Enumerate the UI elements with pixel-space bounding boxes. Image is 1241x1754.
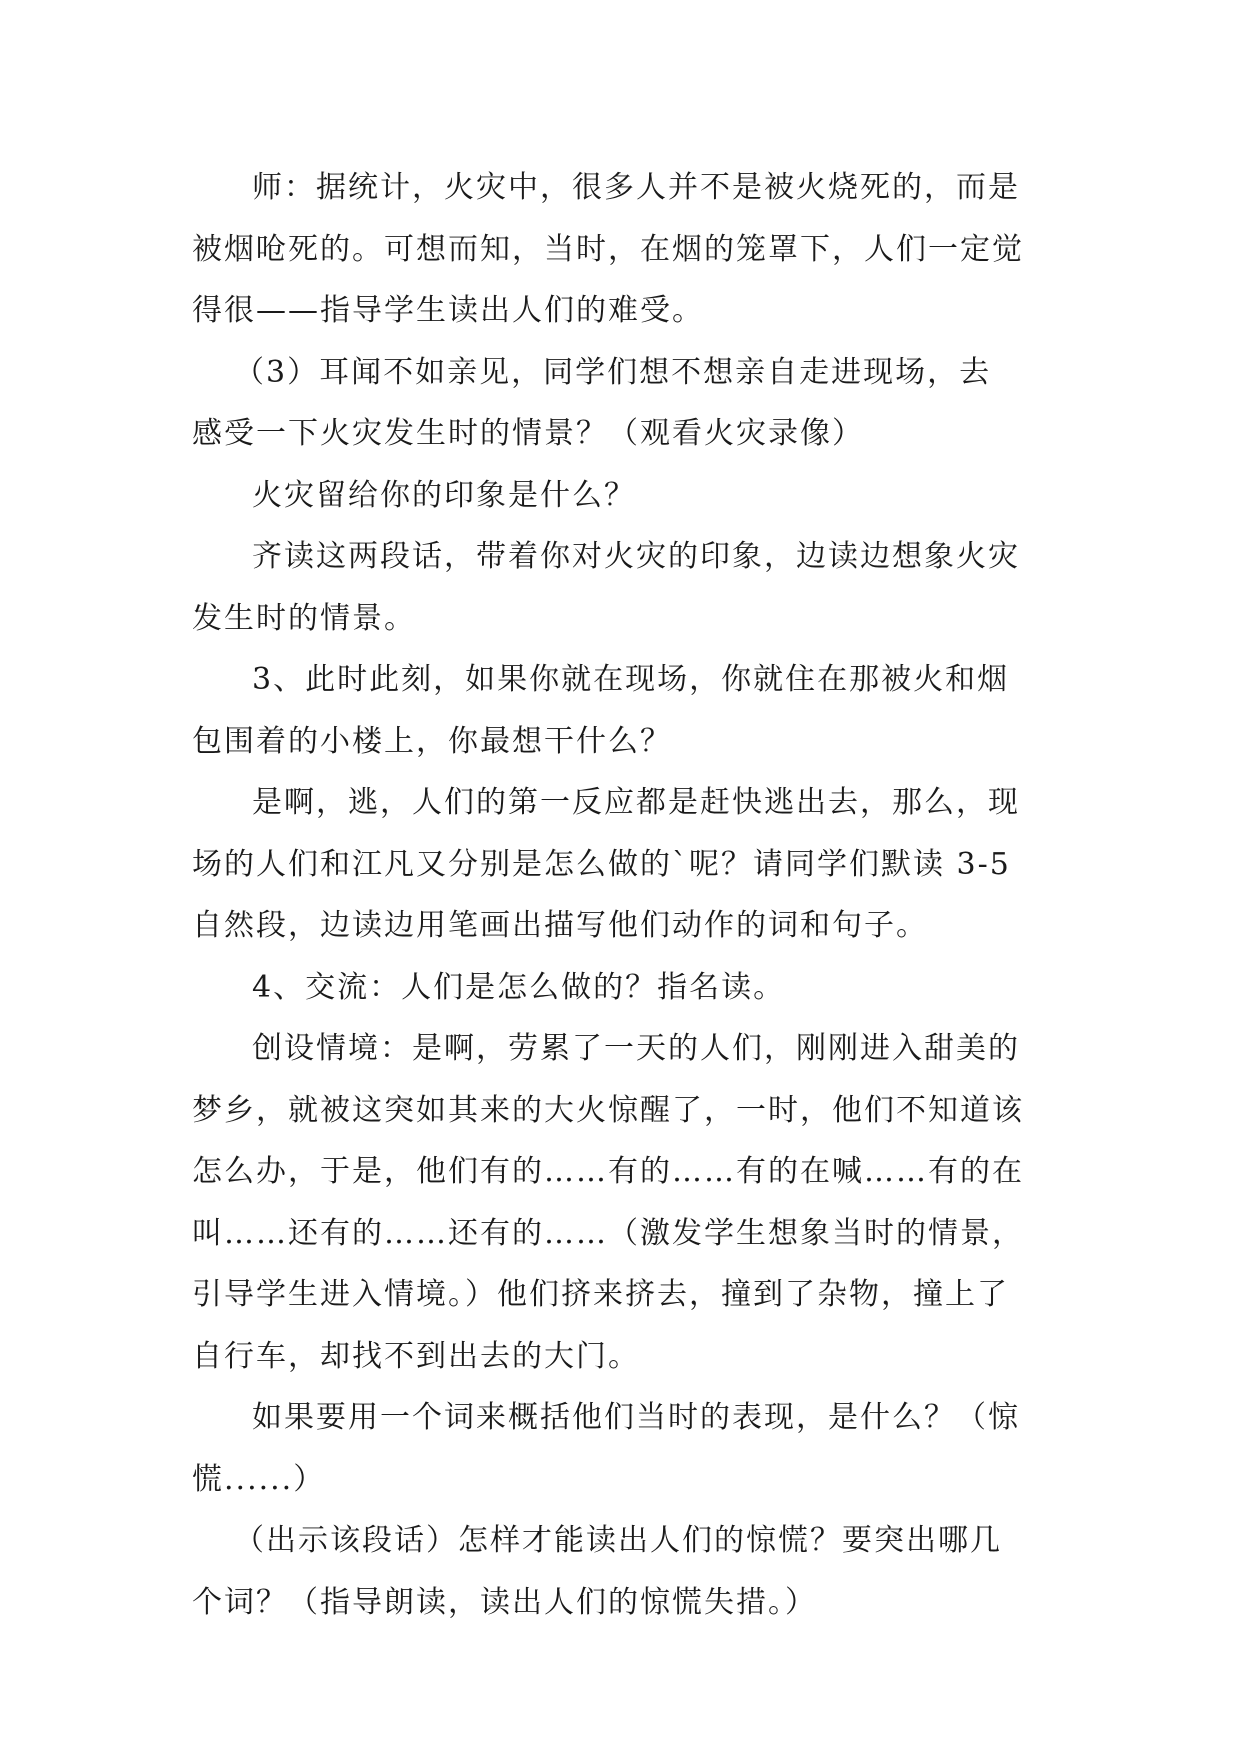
paragraph-line: 创设情境：是啊，劳累了一天的人们，刚刚进入甜美的 xyxy=(252,1031,1020,1066)
paragraph-line: 个词？（指导朗读，读出人们的惊慌失措。） xyxy=(192,1584,817,1620)
paragraph-line: 场的人们和江凡又分别是怎么做的`呢？请同学们默读 3-5 xyxy=(192,846,1011,882)
paragraph-line: 自行车，却找不到出去的大门。 xyxy=(192,1338,640,1374)
paragraph-line: 引导学生进入情境。）他们挤来挤去，撞到了杂物，撞上了 xyxy=(192,1277,1009,1312)
paragraph-line: 自然段，边读边用笔画出描写他们动作的词和句子。 xyxy=(192,908,928,943)
paragraph-line: 火灾留给你的印象是什么？ xyxy=(252,477,636,513)
document-body xyxy=(192,157,1072,1633)
paragraph-line: 叫……还有的……还有的……（激发学生想象当时的情景， xyxy=(192,1215,1024,1251)
paragraph-line: 师：据统计，火灾中，很多人并不是被火烧死的，而是 xyxy=(252,170,1020,205)
paragraph-line: 得很——指导学生读出人们的难受。 xyxy=(192,293,704,328)
paragraph-line: 4、交流：人们是怎么做的？指名读。 xyxy=(252,969,786,1005)
paragraph-line: 被烟呛死的。可想而知，当时，在烟的笼罩下，人们一定觉 xyxy=(192,231,1024,267)
paragraph-line: 包围着的小楼上，你最想干什么？ xyxy=(192,723,672,759)
paragraph-line: （3）耳闻不如亲见，同学们想不想亲自走进现场，去 xyxy=(234,354,992,390)
paragraph-line: 是啊，逃，人们的第一反应都是赶快逃出去，那么，现 xyxy=(252,785,1020,820)
paragraph-line: 发生时的情景。 xyxy=(192,600,416,636)
paragraph-line: 如果要用一个词来概括他们当时的表现，是什么？（惊 xyxy=(252,1400,1020,1435)
paragraph-line: 齐读这两段话，带着你对火灾的印象，边读边想象火灾 xyxy=(252,539,1020,574)
paragraph-line: 感受一下火灾发生时的情景？（观看火灾录像） xyxy=(192,416,864,451)
paragraph-line: 慌......） xyxy=(192,1461,326,1497)
paragraph-line: 梦乡，就被这突如其来的大火惊醒了，一时，他们不知道该 xyxy=(192,1092,1024,1128)
paragraph-line: 怎么办，于是，他们有的……有的……有的在喊……有的在 xyxy=(192,1154,1024,1189)
paragraph-line: 3、此时此刻，如果你就在现场，你就住在那被火和烟 xyxy=(252,662,1010,697)
paragraph-line: （出示该段话）怎样才能读出人们的惊慌？要突出哪几 xyxy=(234,1523,1002,1558)
